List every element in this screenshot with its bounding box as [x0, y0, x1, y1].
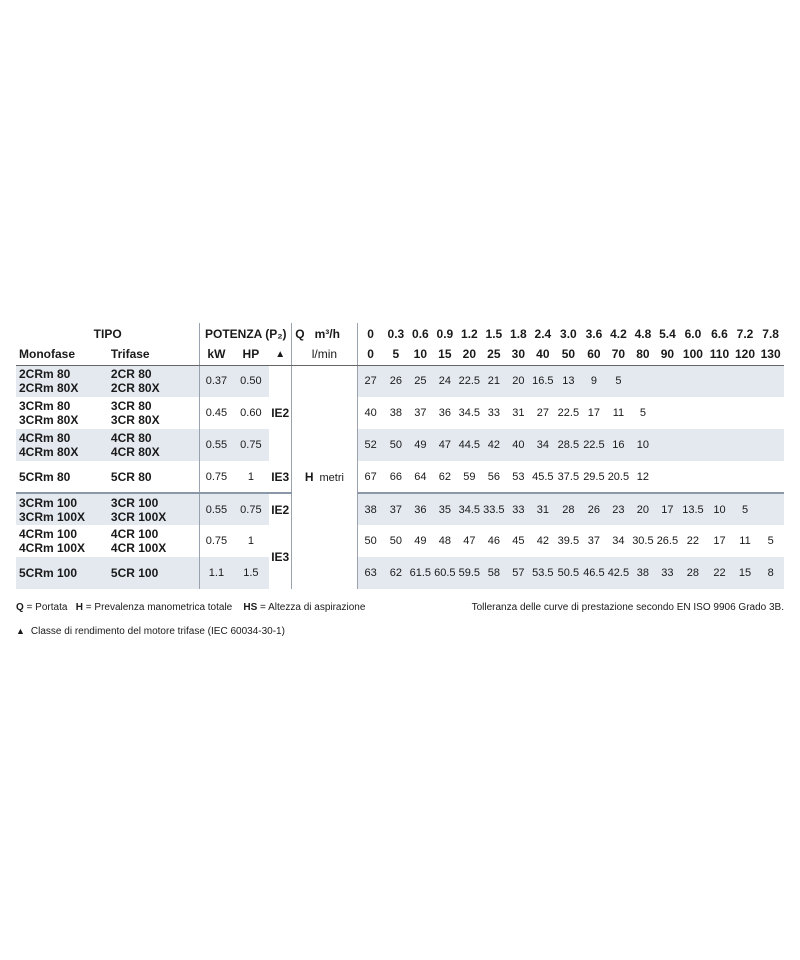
monofase-model: [16, 493, 108, 525]
head-value: 37: [384, 493, 409, 525]
legend-q-text: = Portata: [23, 602, 68, 613]
head-value: 29.5: [583, 470, 605, 483]
head-value: 21: [487, 375, 500, 388]
head-value: 26: [582, 493, 607, 525]
model-name: 5CRm 80: [19, 469, 71, 484]
head-value: 63: [357, 557, 384, 589]
head-value: [706, 365, 733, 397]
model-name: 2CRm 80: [19, 367, 71, 382]
head-value: 38: [357, 493, 384, 525]
flow-m3h: 6.6: [711, 326, 728, 341]
efficiency-header: ▲: [269, 344, 291, 365]
model-name: 5CR 80: [110, 469, 152, 484]
flow-lmin: 40: [531, 344, 556, 365]
performance-table: [16, 323, 784, 589]
flow-m3h: 4.2: [610, 326, 627, 341]
head-value: 34: [612, 535, 625, 547]
efficiency-note-text: Classe di rendimento del motore trifase (IEC 60034-30-1): [30, 626, 285, 637]
head-value: 22.5: [557, 407, 580, 419]
table-body: [16, 365, 784, 589]
head-value: 64: [414, 470, 427, 483]
head-value: 31: [512, 407, 525, 419]
model-name: 4CRm 100X: [19, 541, 86, 555]
flow-lmin: 30: [506, 344, 531, 365]
head-value: [631, 365, 656, 397]
head-value: 42.5: [607, 567, 630, 579]
efficiency-class: IE3: [269, 525, 291, 589]
flow-m3h: 4.8: [634, 326, 652, 341]
model-name: 3CR 80X: [110, 413, 160, 427]
head-value: 15: [738, 567, 752, 579]
head-value: 11: [612, 407, 625, 419]
head-value: [706, 429, 733, 461]
head-label: [292, 365, 357, 589]
model-name: 3CRm 100: [19, 495, 78, 510]
flow-lmin: 25: [482, 344, 507, 365]
head-value: 40: [512, 439, 525, 451]
trifase-model: [108, 525, 200, 557]
flow-lmin: 110: [706, 344, 733, 365]
trifase-header: Trifase: [108, 344, 200, 365]
head-value: 45.5: [532, 470, 554, 483]
head-value: 28: [686, 567, 700, 579]
head-value: 16: [612, 439, 625, 451]
flow-lmin: 50: [555, 344, 582, 365]
flow-lmin: 100: [680, 344, 707, 365]
head-value: 28: [555, 493, 582, 525]
head-value: 52: [357, 429, 384, 461]
legend-hs-text: = Altezza di aspirazione: [257, 602, 366, 613]
model-name: 5CRm 100: [19, 566, 78, 580]
model-name: 3CRm 100X: [19, 509, 86, 524]
performance-table-container: [16, 323, 784, 589]
triangle-icon: ▲: [16, 626, 25, 636]
trifase-model: [108, 461, 200, 493]
head-value: 53: [512, 470, 525, 483]
head-value: 10: [706, 493, 733, 525]
head-value: 5: [733, 493, 758, 525]
head-value: 45: [512, 535, 525, 547]
head-value: 46: [487, 535, 500, 547]
model-name: 4CRm 80: [19, 431, 71, 445]
model-name: 2CR 80: [110, 367, 152, 382]
head-value: 30.5: [632, 535, 654, 547]
head-value: [655, 365, 680, 397]
head-value: 22.5: [583, 439, 605, 451]
model-name: 4CR 100: [110, 527, 159, 541]
head-value: 17: [655, 493, 680, 525]
table-row: [16, 365, 784, 397]
head-value: 20: [512, 375, 525, 388]
model-name: 3CR 100X: [110, 509, 167, 524]
head-value: 26.5: [656, 535, 679, 547]
legend-h-key: H: [75, 602, 83, 613]
head-value: 31: [531, 493, 556, 525]
legend-hs-key: HS: [243, 602, 258, 613]
flow-lmin: 10: [408, 344, 433, 365]
head-value: [757, 397, 784, 429]
head-value: 20: [631, 493, 656, 525]
power-kw: 1.1: [208, 567, 225, 579]
head-value: 33: [506, 493, 531, 525]
flow-lmin: 15: [433, 344, 458, 365]
head-value: 47: [463, 535, 476, 547]
head-value: 57: [512, 567, 525, 579]
monofase-model: [16, 397, 108, 429]
head-value: 25: [414, 375, 427, 388]
power-hp: 0.60: [240, 407, 262, 419]
trifase-model: [108, 365, 200, 397]
model-name: 3CR 80: [110, 399, 152, 413]
head-value: 13: [562, 375, 575, 388]
trifase-model: [108, 493, 200, 525]
table-row: [16, 493, 784, 525]
head-value: 34.5: [458, 407, 481, 419]
head-value: [655, 397, 680, 429]
flow-lmin: 90: [655, 344, 680, 365]
head-value: 5: [615, 375, 622, 388]
q-unit-lmin: l/min: [292, 344, 357, 365]
head-value: 5: [639, 407, 646, 419]
power-kw: 0.75: [205, 470, 228, 483]
power-hp: 0.75: [233, 493, 270, 525]
efficiency-class: IE2: [269, 365, 291, 461]
head-value: 66: [389, 470, 402, 483]
head-value: 27: [357, 365, 384, 397]
head-value: 23: [606, 493, 631, 525]
head-value: 48: [438, 535, 451, 547]
head-value: 33: [661, 567, 674, 579]
flow-lmin: 120: [733, 344, 758, 365]
head-value: 9: [590, 375, 597, 388]
flow-lmin: 130: [757, 344, 784, 365]
flow-m3h: 0.3: [387, 326, 405, 341]
head-value: 37: [587, 535, 601, 547]
tipo-header: TIPO: [16, 323, 200, 344]
head-value: 20.5: [607, 470, 630, 483]
head-value: 49: [414, 535, 427, 547]
flow-m3h: 5.4: [659, 326, 676, 341]
q-unit-m3h: m³/h: [314, 326, 340, 341]
power-hp: 1: [247, 470, 254, 483]
head-value: 37.5: [557, 470, 580, 483]
head-value: 62: [389, 567, 402, 579]
head-value: 22: [713, 567, 726, 579]
model-name: 2CRm 80X: [19, 381, 79, 396]
head-value: 24: [438, 375, 451, 388]
head-value: 44.5: [458, 439, 481, 451]
power-kw: 0.45: [205, 407, 228, 419]
model-name: 4CRm 100: [19, 527, 78, 541]
model-name: 4CR 80X: [110, 445, 160, 459]
head-value: 50: [389, 535, 402, 547]
model-name: 4CRm 80X: [19, 445, 79, 459]
tolerance-note: Tolleranza delle curve di prestazione secondo EN ISO 9906 Grado 3B.: [471, 602, 784, 613]
head-value: 50.5: [557, 567, 580, 579]
head-value: 33.5: [482, 493, 507, 525]
head-value: [655, 429, 680, 461]
table-row: [16, 525, 784, 557]
flow-m3h: 7.8: [762, 326, 779, 341]
flow-m3h: 6.0: [684, 326, 702, 341]
head-value: 8: [767, 567, 774, 579]
flow-m3h: 2.4: [534, 326, 552, 341]
model-name: 4CR 100X: [110, 541, 167, 555]
head-value: 46.5: [583, 567, 605, 579]
model-name: 3CRm 80: [19, 399, 71, 413]
table-row: [16, 461, 784, 493]
head-value: [680, 397, 707, 429]
head-value: 16.5: [532, 375, 554, 388]
head-value: 49: [414, 439, 427, 451]
head-value: 47: [438, 439, 451, 451]
flow-m3h: 0.6: [412, 326, 429, 341]
power-hp: 0.75: [240, 439, 262, 451]
head-value: 38: [389, 407, 402, 419]
head-value: 50: [357, 525, 384, 557]
power-hp: 1.5: [243, 567, 259, 579]
head-value: [733, 429, 758, 461]
trifase-model: [108, 557, 200, 589]
monofase-model: [16, 461, 108, 493]
monofase-model: [16, 557, 108, 589]
flow-m3h: 1.5: [485, 326, 503, 341]
head-value: 40: [357, 397, 384, 429]
model-name: 3CRm 80X: [19, 413, 79, 427]
head-value: 5: [767, 535, 774, 547]
head-value: [757, 461, 784, 493]
head-value: [655, 461, 680, 493]
head-value: 60.5: [434, 567, 456, 579]
head-value: 39.5: [557, 535, 580, 547]
head-value: 42: [487, 439, 500, 451]
model-name: 2CR 80X: [110, 381, 160, 396]
head-value: [680, 365, 707, 397]
efficiency-class: IE3: [269, 461, 291, 493]
head-value: 36: [438, 407, 451, 419]
kw-header: kW: [200, 344, 233, 365]
head-value: 50: [389, 439, 402, 451]
head-value: 59.5: [458, 567, 481, 579]
head-value: [733, 397, 758, 429]
hp-header: HP: [233, 344, 270, 365]
head-unit: metri: [319, 472, 344, 485]
head-value: 28.5: [557, 439, 580, 451]
head-value: [757, 365, 784, 397]
monofase-model: [16, 365, 108, 397]
flow-m3h: 0.9: [436, 326, 454, 341]
power-kw: 0.37: [205, 375, 228, 388]
head-value: 58: [487, 567, 500, 579]
head-value: 53.5: [532, 567, 554, 579]
flow-lmin: 80: [631, 344, 656, 365]
efficiency-class: IE2: [269, 493, 291, 525]
head-value: 61.5: [409, 567, 432, 579]
head-value: 67: [357, 461, 384, 493]
head-value: 17: [713, 535, 726, 547]
head-value: 34.5: [457, 493, 482, 525]
head-value: [757, 429, 784, 461]
flow-lmin: 0: [357, 344, 384, 365]
head-value: 62: [438, 470, 451, 483]
flow-m3h: 0: [357, 323, 384, 344]
head-value: 59: [463, 470, 476, 483]
monofase-header: Monofase: [16, 344, 108, 365]
trifase-model: [108, 397, 200, 429]
head-value: [706, 397, 733, 429]
model-name: 5CR 100: [110, 566, 159, 580]
power-hp: 0.50: [240, 375, 262, 388]
potenza-header: POTENZA (P₂): [200, 323, 292, 344]
head-value: 34: [536, 439, 549, 451]
legend-q-key: Q: [16, 602, 24, 613]
flow-m3h: 1.2: [461, 326, 478, 341]
head-value: 26: [389, 375, 402, 388]
flow-lmin: 70: [606, 344, 631, 365]
power-hp: 1: [247, 535, 254, 547]
table-row: [16, 429, 784, 461]
head-value: [680, 429, 707, 461]
head-value: 27: [536, 407, 549, 419]
head-value: 22: [686, 535, 700, 547]
table-row: [16, 397, 784, 429]
q-unit-m3h-cell: [292, 323, 357, 344]
head-value: 33: [487, 407, 500, 419]
power-kw: 0.55: [205, 439, 228, 451]
flow-m3h: 3.6: [585, 326, 603, 341]
model-name: 4CR 80: [110, 431, 152, 445]
head-value: 37: [414, 407, 427, 419]
monofase-model: [16, 429, 108, 461]
legend-line: [16, 602, 365, 613]
head-value: [680, 461, 707, 493]
model-name: 3CR 100: [110, 495, 159, 510]
power-kw: 0.75: [205, 535, 228, 547]
power-kw: 0.55: [200, 493, 233, 525]
monofase-model: [16, 525, 108, 557]
trifase-model: [108, 429, 200, 461]
flow-lmin: 5: [384, 344, 409, 365]
head-value: 11: [739, 535, 751, 547]
head-value: 35: [433, 493, 458, 525]
legend-h-text: = Prevalenza manometrica totale: [83, 602, 233, 613]
flow-m3h: 7.2: [736, 326, 754, 341]
head-value: 38: [636, 567, 650, 579]
table-row: [16, 557, 784, 589]
head-value: 42: [536, 535, 549, 547]
head-value: 22.5: [458, 375, 481, 388]
head-value: 12: [636, 470, 650, 483]
head-letter: H: [304, 470, 314, 485]
head-value: [706, 461, 733, 493]
head-value: [733, 365, 758, 397]
flow-lmin: 20: [457, 344, 482, 365]
flow-m3h: 3.0: [560, 326, 577, 341]
head-value: 10: [636, 439, 650, 451]
efficiency-note: [16, 626, 285, 637]
flow-lmin: 60: [582, 344, 607, 365]
flow-m3h: 1.8: [510, 326, 527, 341]
head-value: 56: [487, 470, 500, 483]
head-value: 17: [587, 407, 601, 419]
head-value: [733, 461, 758, 493]
head-value: 13.5: [680, 493, 707, 525]
head-value: [757, 493, 784, 525]
head-value: 36: [408, 493, 433, 525]
q-letter: Q: [295, 326, 305, 341]
